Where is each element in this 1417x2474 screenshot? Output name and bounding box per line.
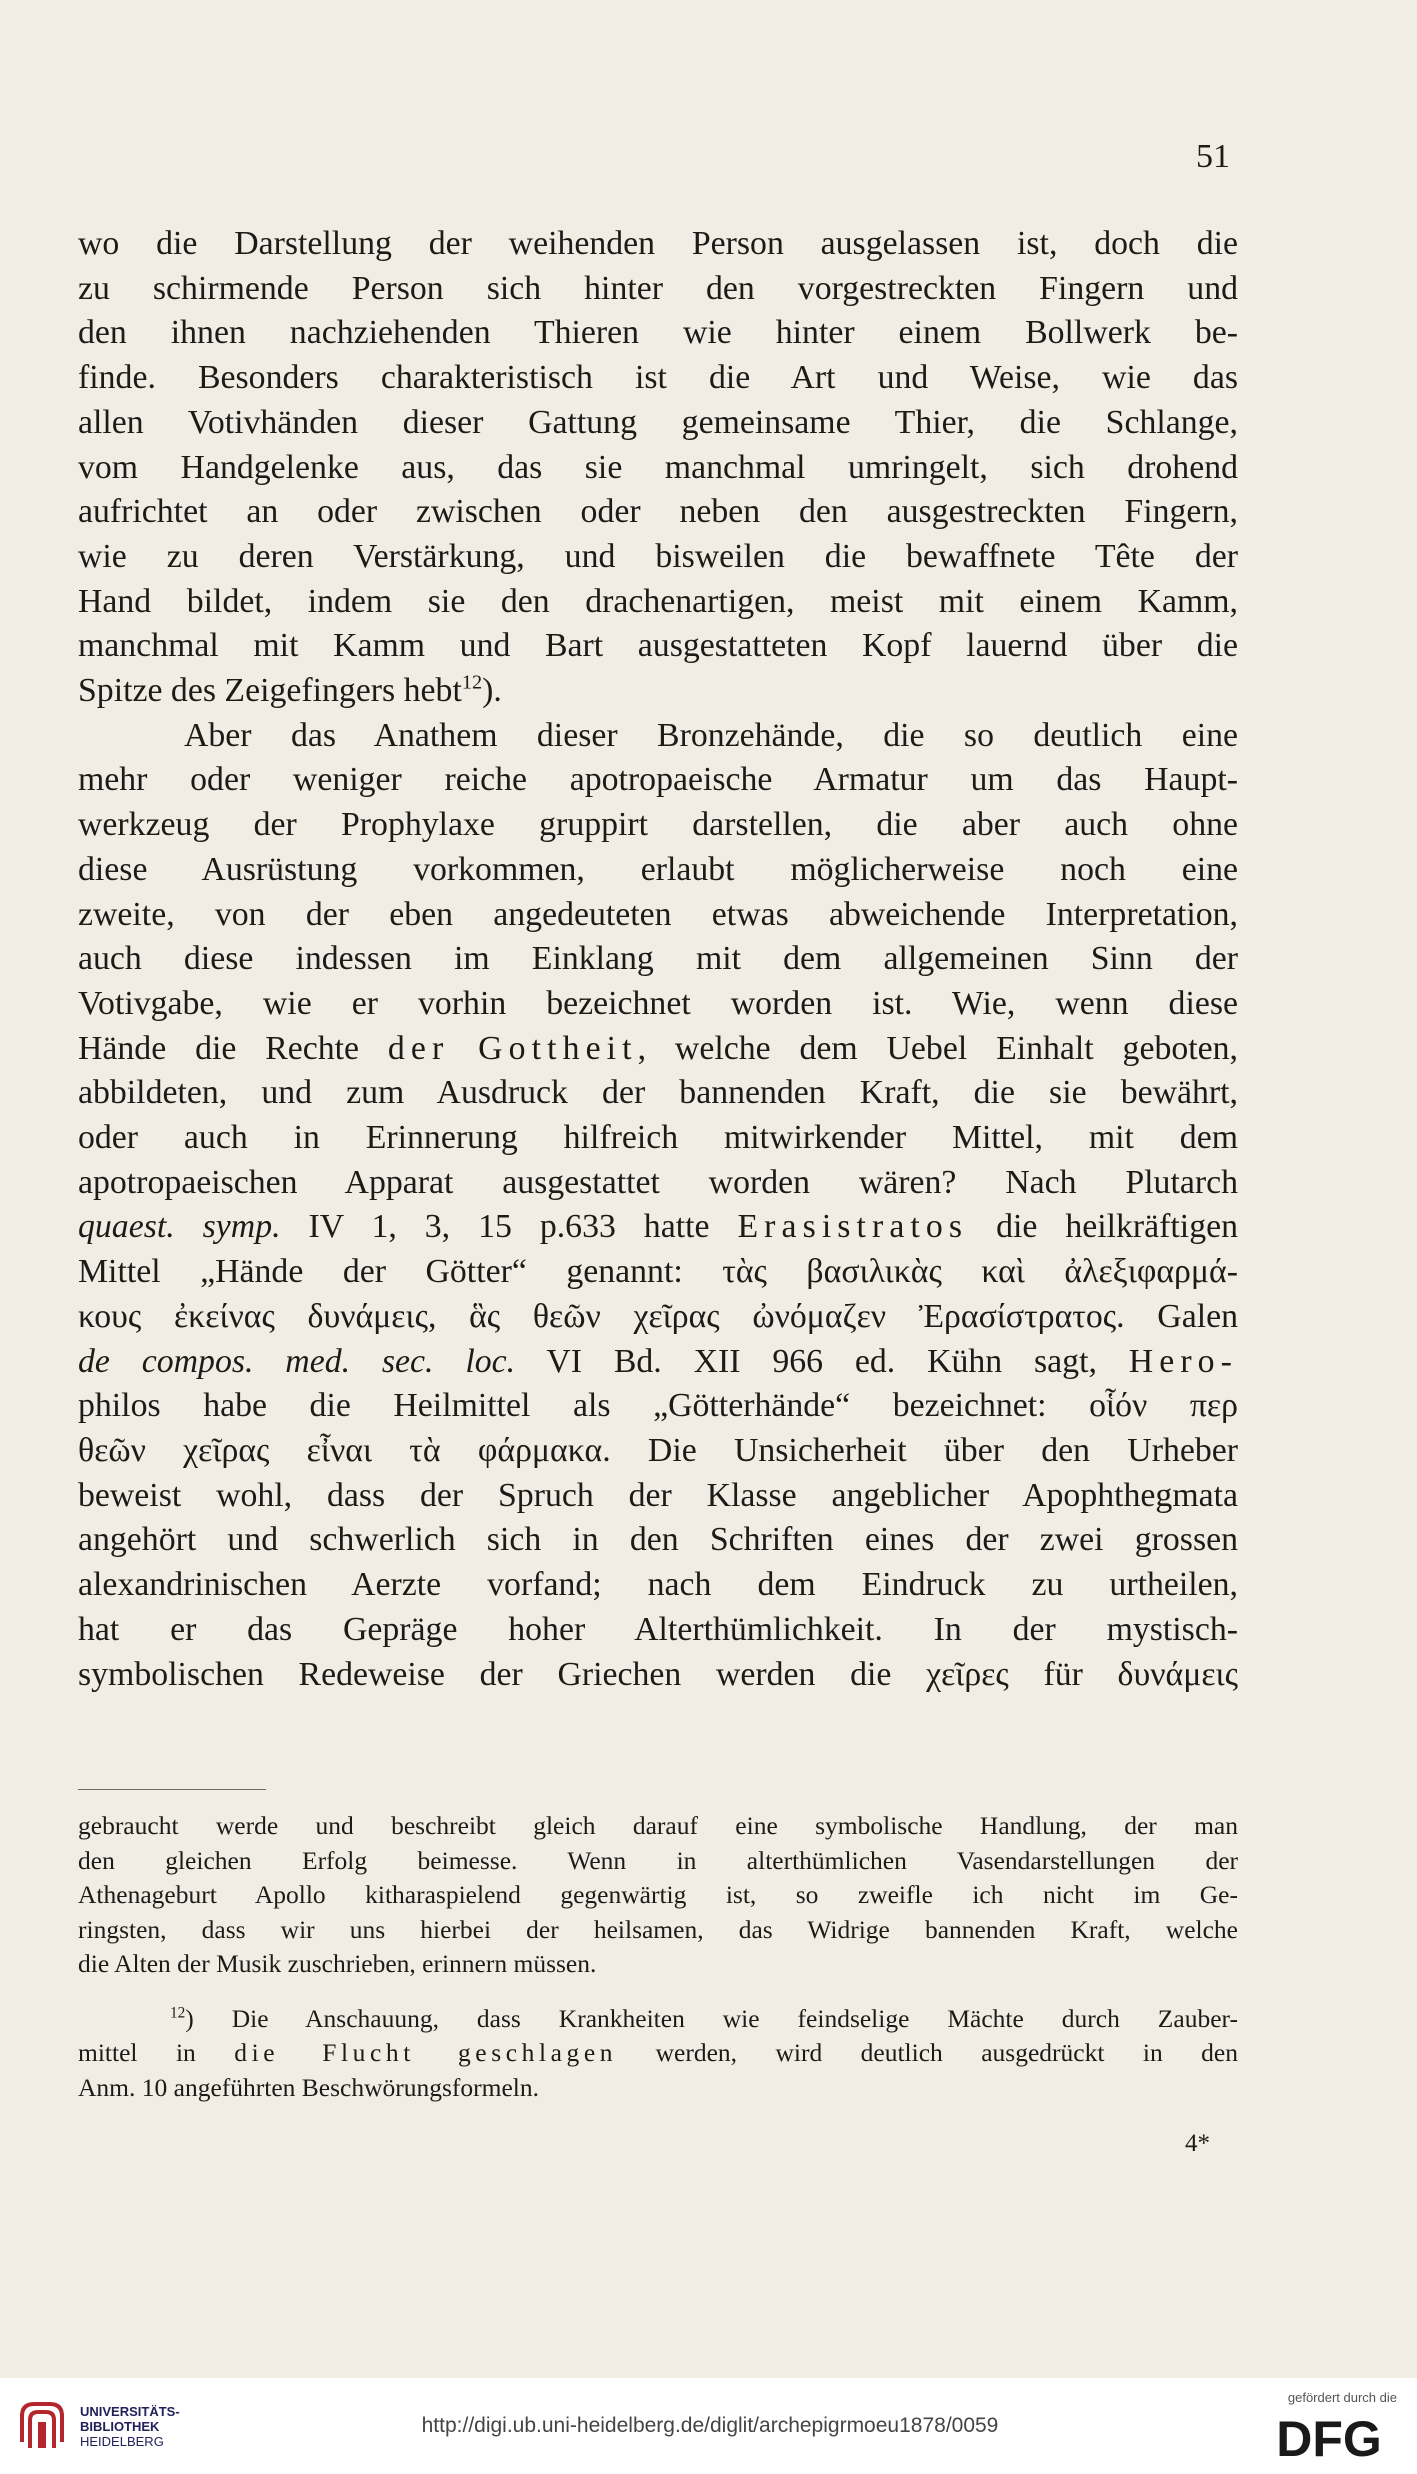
text-line: Votivgabe, wie er vorhin bezeichnet worden ist. Wie, wenn diese <box>78 984 1238 1022</box>
text-line: finde. Besonders charakteristisch ist die Art und Weise, wie das <box>78 359 1238 397</box>
text-line: hat er das Gepräge hoher Alterthümlichkeit. In der mystisch- <box>78 1610 1238 1648</box>
dfg-logo-icon <box>1263 2410 1395 2464</box>
text-fragment: mittel in <box>78 2038 235 2067</box>
page-number: 51 <box>1196 138 1230 175</box>
text-line: Hand bildet, indem sie den drachenartigen, meist mit einem Kamm, <box>78 582 1238 620</box>
text-line <box>78 1340 1238 1385</box>
signature-mark: 4* <box>1185 2130 1210 2157</box>
funded-by-label: gefördert durch die <box>1287 2390 1397 2405</box>
text-line: zu schirmende Person sich hinter den vorgestreckten Fingern und <box>78 269 1238 307</box>
text-line <box>78 669 1238 714</box>
footnote-12 <box>78 2002 1238 2037</box>
spaced-word: Gottheit <box>478 1029 638 1067</box>
footnote-divider <box>78 1789 266 1790</box>
text-line: philos habe die Heilmittel als „Götterhände“ bezeichnet: οἷόν περ <box>78 1387 1238 1425</box>
text-line: auch diese indessen im Einklang mit dem allgemeinen Sinn der <box>78 940 1238 978</box>
footnote-ref-12: 12 <box>461 671 483 694</box>
text-line: diese Ausrüstung vorkommen, erlaubt möglicherweise noch eine <box>78 850 1238 888</box>
text-line: mehr oder weniger reiche apotropaeische Armatur um das Haupt- <box>78 761 1238 799</box>
text-line: werkzeug der Prophylaxe gruppirt darstellen, die aber auch ohne <box>78 806 1238 844</box>
text-fragment: werden, wird deutlich ausgedrückt in den <box>617 2038 1238 2067</box>
text-line: wie zu deren Verstärkung, und bisweilen die bewaffnete Tête der <box>78 537 1238 575</box>
footnotes <box>78 1809 1238 2105</box>
text-line: symbolischen Redeweise der Griechen werden die χεῖρες für δυνάμεις <box>78 1655 1238 1693</box>
heidelberg-logo-icon <box>16 2398 68 2454</box>
footnote-line <box>78 2036 1238 2071</box>
source-url[interactable]: http://digi.ub.uni-heidelberg.de/diglit/archepigrmoeu1878/0059 <box>421 2414 999 2437</box>
main-text <box>78 222 1238 1697</box>
text-fragment: die heilkräftigen <box>968 1208 1238 1246</box>
text-line: aufrichtet an oder zwischen oder neben den ausgestreckten Fingern, <box>78 493 1238 531</box>
institution-line: HEIDELBERG <box>80 2434 164 2449</box>
digitization-footer <box>0 2378 1417 2474</box>
text-fragment: Hände die Rechte <box>78 1029 388 1067</box>
text-line <box>78 1027 1238 1072</box>
text-line: Aber das Anathem dieser Bronzehände, die so deutlich eine <box>184 716 1238 754</box>
text-fragment: IV 1, 3, 15 p.633 hatte <box>280 1208 738 1246</box>
institution-line: BIBLIOTHEK <box>80 2419 160 2434</box>
spaced-name: Erasistratos <box>737 1208 969 1246</box>
footnote-line: Anm. 10 angeführten Beschwörungsformeln. <box>78 2072 540 2102</box>
text-line: κους ἐκείνας δυνάμεις, ἃς θεῶν χεῖρας ὠνόμαζεν Ἐρασίστρατος. Galen <box>78 1297 1238 1335</box>
footnote-line: gebraucht werde und beschreibt gleich darauf eine symbolische Handlung, der man <box>78 1811 1238 1840</box>
footnote-line: Athenageburt Apollo kitharaspielend gegenwärtig ist, so zweifle ich nicht im Ge- <box>78 1880 1238 1909</box>
citation: quaest. symp. <box>78 1208 281 1246</box>
text-fragment: VI Bd. XII 966 ed. Kühn sagt, <box>515 1342 1129 1380</box>
text-line: den ihnen nachziehenden Thieren wie hinter einem Bollwerk be- <box>78 314 1238 352</box>
text-line: manchmal mit Kamm und Bart ausgestatteten Kopf lauernd über die <box>78 627 1238 665</box>
text-line <box>78 1205 1238 1250</box>
text-line: θεῶν χεῖρας εἶναι τὰ φάρμακα. Die Unsicherheit über den Urheber <box>78 1431 1238 1469</box>
text-line: alexandrinischen Aerzte vorfand; nach dem Eindruck zu urtheilen, <box>78 1566 1238 1604</box>
text-fragment: ) Die Anschauung, dass Krankheiten wie feindselige Mächte durch Zauber- <box>185 2003 1238 2033</box>
footnote-line: die Alten der Musik zuschrieben, erinnern müssen. <box>78 1949 597 1978</box>
text-line: angehört und schwerlich sich in den Schriften eines der zwei grossen <box>78 1521 1238 1559</box>
text-line: abbildeten, und zum Ausdruck der bannenden Kraft, die sie bewährt, <box>78 1074 1238 1112</box>
text-line: allen Votivhänden dieser Gattung gemeinsame Thier, die Schlange, <box>78 403 1238 441</box>
text-line: zweite, von der eben angedeuteten etwas abweichende Interpretation, <box>78 895 1238 933</box>
footnote-marker: 12 <box>170 2004 186 2021</box>
text-line: vom Handgelenke aus, das sie manchmal umringelt, sich drohend <box>78 448 1238 486</box>
spaced-name: Hero- <box>1128 1342 1238 1380</box>
footnote-line: ringsten, dass wir uns hierbei der heilsamen, das Widrige bannenden Kraft, welche <box>78 1914 1238 1944</box>
footnote-line: den gleichen Erfolg beimesse. Wenn in alterthümlichen Vasendarstellungen der <box>78 1845 1238 1875</box>
citation: de compos. med. sec. loc. <box>78 1342 516 1380</box>
text-line: apotropaeischen Apparat ausgestattet worden wären? Nach Plutarch <box>78 1163 1238 1201</box>
text-fragment: ). <box>482 672 502 710</box>
text-fragment: , welche dem Uebel Einhalt geboten, <box>637 1029 1238 1067</box>
text-fragment: Spitze des Zeigefingers hebt <box>78 672 462 710</box>
text-line: beweist wohl, dass der Spruch der Klasse angeblicher Apophthegmata <box>78 1476 1238 1514</box>
institution-line: UNIVERSITÄTS- <box>80 2404 180 2419</box>
text-line: Mittel „Hände der Götter“ genannt: τὰς βασιλικὰς καὶ ἀλεξιφαρμά- <box>78 1253 1238 1291</box>
text-line: wo die Darstellung der weihenden Person ausgelassen ist, doch die <box>78 225 1238 262</box>
spaced-phrase: die Flucht geschlagen <box>234 2038 618 2067</box>
spaced-word: der <box>387 1029 450 1067</box>
institution-name <box>80 2404 180 2449</box>
text-line: oder auch in Erinnerung hilfreich mitwirkender Mittel, mit dem <box>78 1119 1238 1157</box>
dfg-logo-text: DFG <box>1276 2411 1382 2464</box>
